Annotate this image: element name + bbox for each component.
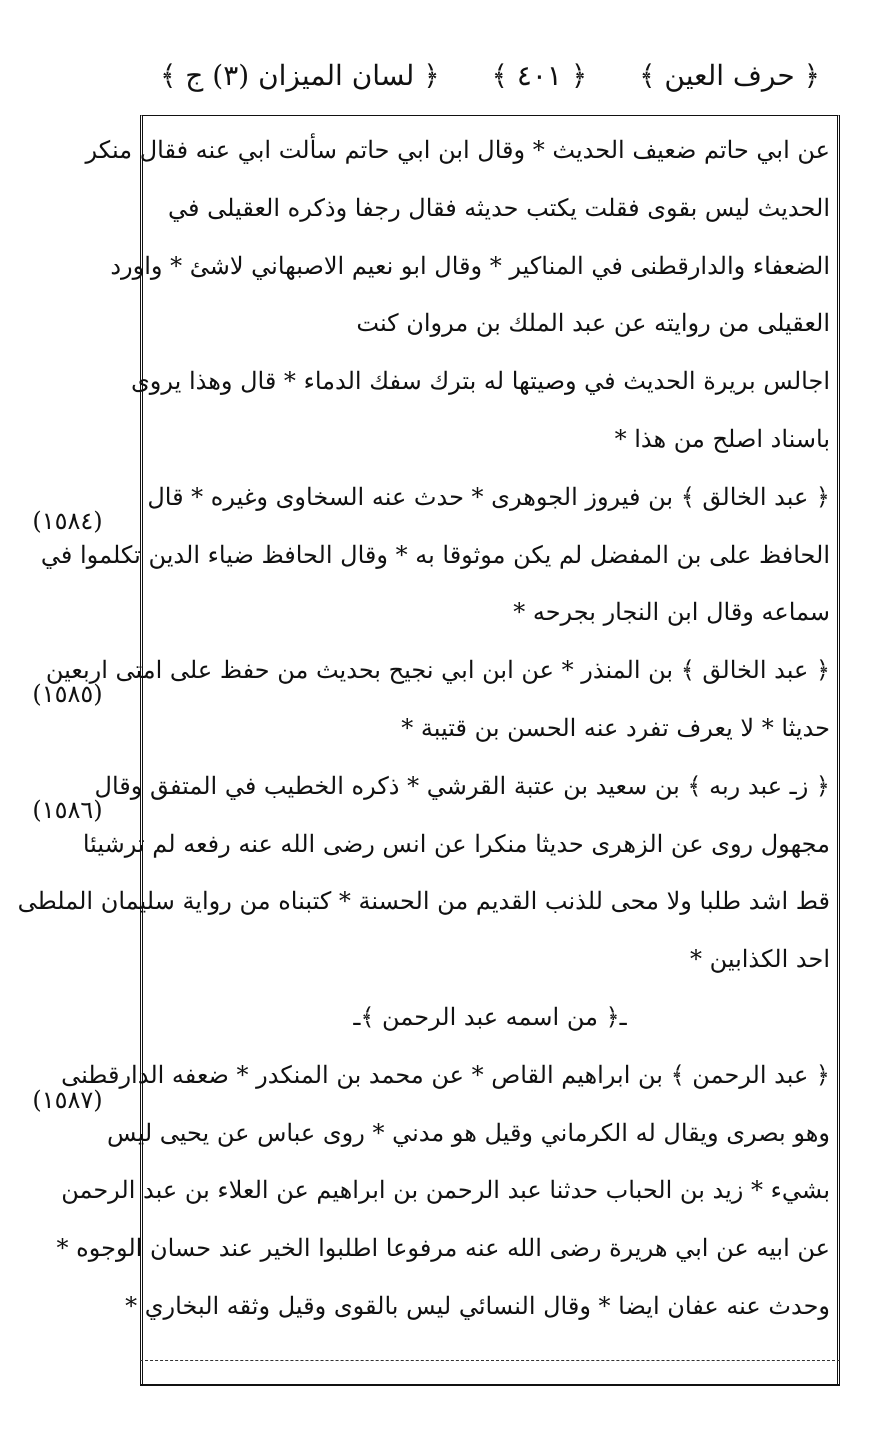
text-line: الضعفاء والدارقطنى في المناكير * وقال ابو نعيم الاصبهاني لاشئ * واورد <box>110 251 830 280</box>
text-line: اجالس بريرة الحديث في وصيتها له بترك سفك الدماء * قال وهذا يروى <box>131 367 830 396</box>
page-header <box>160 40 820 110</box>
frame-rule-bottom <box>140 1384 840 1386</box>
entry-heading-line: ﴿ زـ عبد ربه ﴾ بن سعيد بن عتبة القرشي * ذكره الخطيب في المتفق وقال <box>94 771 830 800</box>
text-line: قط اشد طلبا ولا محى للذنب القديم من الحسنة * كتبناه من رواية سليمان الملطى <box>17 887 830 916</box>
text-line: وحدث عنه عفان ايضا * وقال النسائي ليس بالقوى وقيل وثقه البخاري * <box>125 1291 830 1320</box>
text-line: بشيء * زيد بن الحباب حدثنا عبد الرحمن بن ابراهيم عن العلاء بن عبد الرحمن <box>61 1176 830 1205</box>
section-heading: ـ﴿ من اسمه عبد الرحمن ﴾ـ <box>353 1002 627 1031</box>
entry-heading-line: ﴿ عبد الخالق ﴾ بن المنذر * عن ابن ابي نجيح بحديث من حفظ على امتى اربعين <box>45 656 830 685</box>
text-line: العقيلى من روايته عن عبد الملك بن مروان كنت <box>356 309 830 338</box>
text-line: حديثا * لا يعرف تفرد عنه الحسن بن قتيبة * <box>401 713 830 742</box>
text-line: عن ابيه عن ابي هريرة رضى الله عنه مرفوعا اطلبوا الخير عند حسان الوجوه * <box>56 1234 830 1263</box>
text-line: الحديث ليس بقوى فقلت يكتب حديثه فقال رجفا وذكره العقيلى في <box>168 193 830 222</box>
entry-number: (١٥٨٥) <box>32 680 103 708</box>
entry-number: (١٥٨٤) <box>32 507 103 535</box>
text-line: الحافظ على بن المفضل لم يكن موثوقا به * وقال الحافظ ضياء الدين تكلموا في <box>40 540 830 569</box>
entry-heading-line: ﴿ عبد الخالق ﴾ بن فيروز الجوهرى * حدث عنه السخاوى وغيره * قال <box>147 482 830 511</box>
frame-rule-dashed <box>140 1360 840 1361</box>
chapter-title: ﴿ حرف العين ﴾ <box>639 58 820 92</box>
text-line: سماعه وقال ابن النجار بجرحه * <box>513 598 830 627</box>
entry-number: (١٥٨٦) <box>32 796 103 824</box>
entry-heading-line: ﴿ عبد الرحمن ﴾ بن ابراهيم القاص * عن محمد بن المنكدر * ضعفه الدارقطنى <box>61 1060 830 1089</box>
text-line: مجهول روى عن الزهرى حديثا منكرا عن انس رضى الله عنه رفعه لم ترشيئا <box>82 829 830 858</box>
page-number: ﴿ ٤٠١ ﴾ <box>491 58 588 92</box>
text-line: عن ابي حاتم ضعيف الحديث * وقال ابن ابي حاتم سألت ابي عنه فقال منكر <box>85 136 830 164</box>
text-line: احد الكذابين * <box>689 945 830 974</box>
text-line: وهو بصرى ويقال له الكرماني وقيل هو مدني * روى عباس عن يحيى ليس <box>107 1118 830 1147</box>
text-line: باسناد اصلح من هذا * <box>614 424 830 453</box>
book-title: ﴿ لسان الميزان (٣) ج ﴾ <box>160 58 440 92</box>
entry-number: (١٥٨٧) <box>32 1086 103 1114</box>
